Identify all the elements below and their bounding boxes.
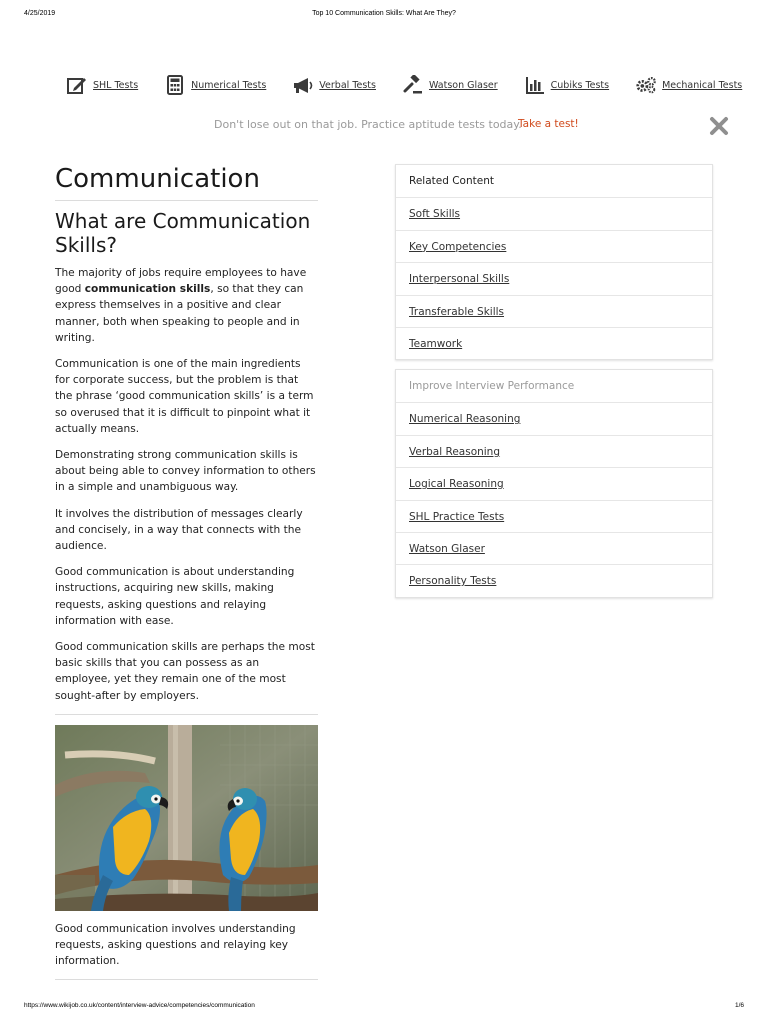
panel-heading: Improve Interview Performance bbox=[409, 380, 575, 392]
nav-label[interactable]: Watson Glaser bbox=[428, 79, 498, 91]
print-date: 4/25/2019 bbox=[24, 10, 56, 17]
nav-item-numerical-tests[interactable] bbox=[164, 75, 266, 95]
interview-item bbox=[396, 467, 712, 499]
megaphone-icon bbox=[292, 75, 314, 95]
test-nav-bar bbox=[66, 74, 743, 96]
related-link-interpersonal-skills[interactable]: Interpersonal Skills bbox=[409, 273, 510, 286]
calculator-icon bbox=[164, 75, 186, 95]
article bbox=[55, 160, 318, 980]
nav-label[interactable]: Mechanical Tests bbox=[662, 79, 743, 91]
article-paragraph: Good communication is about understanding instructions, acquiring new skills, making requests, asking questions and relaying information with ease. bbox=[55, 566, 295, 627]
nav-label[interactable]: SHL Tests bbox=[93, 79, 139, 91]
gears-icon bbox=[635, 75, 657, 95]
promo-text: Don't lose out on that job. Practice aptitude tests today. bbox=[214, 118, 522, 131]
article-paragraph: Good communication skills are perhaps the most basic skills that you can possess as an employee, yet they remain one of the most sought-after by employers. bbox=[55, 641, 315, 702]
bold-term: communication skills bbox=[84, 283, 211, 296]
nav-item-mechanical-tests[interactable] bbox=[635, 75, 742, 95]
gavel-icon bbox=[402, 75, 424, 95]
promo-banner bbox=[0, 116, 768, 136]
related-item bbox=[396, 262, 712, 294]
take-test-link[interactable]: Take a test! bbox=[518, 118, 579, 130]
parrots-photo bbox=[55, 725, 318, 911]
article-paragraph: It involves the distribution of messages clearly and concisely, in a way that connects with the audience. bbox=[55, 507, 303, 553]
edit-icon bbox=[66, 75, 88, 95]
interview-item bbox=[396, 435, 712, 467]
interview-item bbox=[396, 532, 712, 564]
interview-item bbox=[396, 402, 712, 434]
interview-link-personality-tests[interactable]: Personality Tests bbox=[409, 575, 497, 588]
related-item bbox=[396, 230, 712, 262]
page-number: 1/6 bbox=[734, 1002, 744, 1009]
section-heading: What are Communication Skills? bbox=[55, 209, 311, 257]
related-link-transferable-skills[interactable]: Transferable Skills bbox=[409, 305, 505, 318]
related-link-soft-skills[interactable]: Soft Skills bbox=[409, 208, 461, 221]
nav-item-shl-tests[interactable] bbox=[66, 75, 138, 95]
close-icon[interactable] bbox=[707, 114, 731, 138]
bar-chart-icon bbox=[524, 75, 546, 95]
related-link-key-competencies[interactable]: Key Competencies bbox=[409, 240, 507, 253]
photo-caption: Good communication involves understanding requests, asking questions and relaying key information. bbox=[55, 921, 318, 981]
interview-link-watson-glaser[interactable]: Watson Glaser bbox=[409, 542, 485, 555]
interview-link-logical-reasoning[interactable]: Logical Reasoning bbox=[409, 478, 504, 491]
related-item bbox=[396, 295, 712, 327]
paragraph-text: , so that they can express themselves in a positive and clear manner, both when speaking to people and in writing. bbox=[55, 283, 304, 344]
interview-link-numerical-reasoning[interactable]: Numerical Reasoning bbox=[409, 413, 521, 426]
divider bbox=[55, 714, 318, 715]
nav-item-cubiks-tests[interactable] bbox=[524, 75, 609, 95]
nav-item-verbal-tests[interactable] bbox=[292, 75, 376, 95]
panel-heading: Related Content bbox=[409, 175, 494, 187]
article-paragraph: Communication is one of the main ingredients for corporate success, but the problem is that the phrase ‘good communication skills’ is a term so overused that it is difficult to pinpoint what it actually means. bbox=[55, 358, 314, 435]
print-header bbox=[0, 10, 768, 22]
interview-link-shl-practice-tests[interactable]: SHL Practice Tests bbox=[409, 510, 505, 523]
interview-link-verbal-reasoning[interactable]: Verbal Reasoning bbox=[409, 445, 501, 458]
nav-label[interactable]: Cubiks Tests bbox=[550, 79, 610, 91]
interview-performance-panel bbox=[395, 369, 713, 598]
nav-label[interactable]: Verbal Tests bbox=[319, 79, 376, 91]
related-content-panel bbox=[395, 164, 713, 360]
print-title: Top 10 Communication Skills: What Are They? bbox=[312, 10, 456, 17]
related-link-teamwork[interactable]: Teamwork bbox=[409, 337, 463, 350]
page-title: Communication bbox=[55, 160, 318, 201]
interview-item bbox=[396, 500, 712, 532]
nav-label[interactable]: Numerical Tests bbox=[191, 79, 267, 91]
article-paragraph: Demonstrating strong communication skills is about being able to convey information to others in a simple and unambiguous way. bbox=[55, 449, 316, 494]
related-item bbox=[396, 197, 712, 229]
related-item bbox=[396, 327, 712, 359]
print-footer bbox=[0, 1002, 768, 1014]
print-url: https://www.wikijob.co.uk/content/interview-advice/competencies/communication bbox=[24, 1002, 255, 1009]
paragraph-text: The majority of jobs require employees to have good bbox=[55, 267, 307, 296]
article-paragraph bbox=[55, 265, 318, 346]
nav-item-watson-glaser[interactable] bbox=[402, 75, 498, 95]
interview-item bbox=[396, 564, 712, 596]
